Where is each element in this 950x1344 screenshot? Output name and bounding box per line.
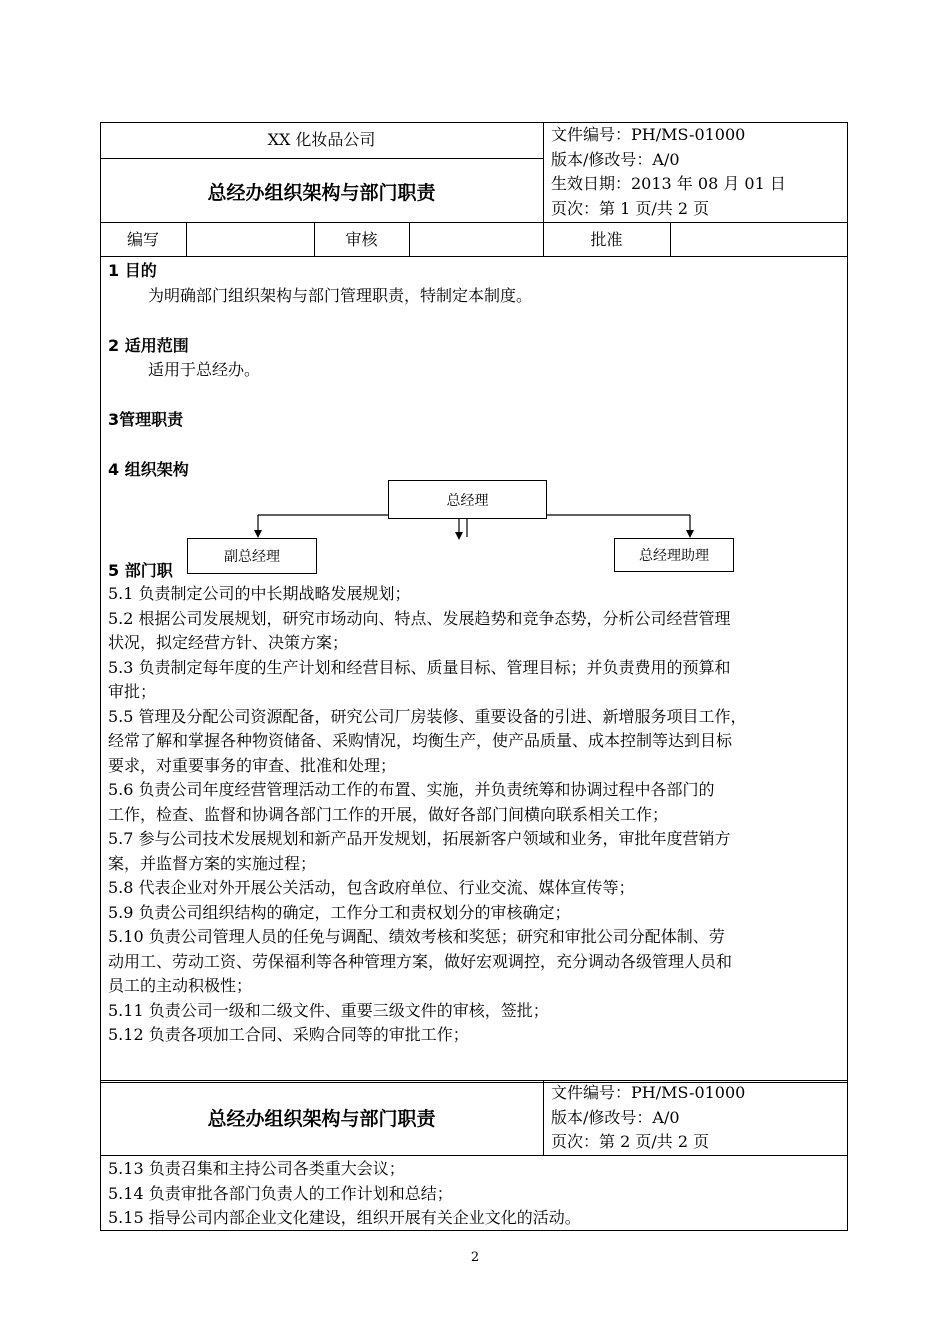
version: 版本/修改号：A/0	[551, 150, 680, 169]
duty-line: 5.11 负责公司一级和二级文件、重要三级文件的审核，签批；	[108, 1000, 549, 1020]
duties-list-page1	[108, 582, 841, 1048]
duties-list-page2	[108, 1157, 841, 1231]
duty-item: 5.14 负责审批各部门负责人的工作计划和总结；	[108, 1183, 453, 1203]
version-2: 版本/修改号：A/0	[551, 1108, 680, 1127]
reviewed-label: 审核	[345, 230, 378, 249]
duty-line: 员工的主动积极性；	[108, 976, 253, 995]
doc-number-2: 文件编号：PH/MS-01000	[551, 1083, 746, 1102]
company-name: XX 化妆品公司	[267, 130, 376, 149]
duty-line: 案，并监督方案的实施过程；	[108, 853, 317, 873]
duty-line: 状况，拟定经营方针、决策方案；	[108, 633, 349, 652]
duty-line: 经常了解和掌握各种物资储备、采购情况，均衡生产，使产品质量、成本控制等达到目标	[108, 731, 733, 750]
header-divider	[100, 1155, 848, 1156]
doc-number: 文件编号：PH/MS-01000	[551, 125, 746, 144]
duty-line: 5.3 负责制定每年度的生产计划和经营目标、质量目标、管理目标；并负责费用的预算和	[108, 657, 731, 677]
duty-line: 5.7 参与公司技术发展规划和新产品开发规划，拓展新客户领域和业务，审批年度营销方	[108, 829, 731, 848]
page-number: 2	[470, 1250, 480, 1265]
effective-date: 生效日期：2013 年 08 月 01 日	[551, 174, 786, 193]
approved-label: 批准	[590, 230, 623, 249]
section-scope-title: 2 适用范围	[108, 336, 189, 355]
duty-line: 要求，对重要事务的审查、批准和处理；	[108, 755, 397, 775]
org-node-general-manager: 总经理	[388, 480, 547, 519]
document-title-2: 总经办组织架构与部门职责	[207, 1108, 436, 1130]
duty-line: 动用工、劳动工资、劳保福利等各种管理方案，做好宏观调控，充分调动各级管理人员和	[108, 951, 733, 971]
duty-line: 审批；	[108, 682, 157, 701]
duty-line: 5.9 负责公司组织结构的确定，工作分工和责权划分的审核确定；	[108, 902, 571, 922]
header-divider	[543, 1080, 544, 1155]
section-org-title: 4 组织架构	[108, 460, 189, 479]
duty-line: 5.8 代表企业对外开展公关活动，包含政府单位、行业交流、媒体宣传等；	[108, 878, 635, 897]
section-responsibility-title: 3管理职责	[108, 410, 184, 429]
duty-item: 5.15 指导公司内部企业文化建设，组织开展有关企业文化的活动。	[108, 1208, 581, 1227]
page-info: 页次：第 1 页/共 2 页	[551, 199, 710, 218]
duty-line: 5.6 负责公司年度经营管理活动工作的布置、实施，并负责统筹和协调过程中各部门的	[108, 780, 715, 799]
org-node-gm-assistant: 总经理助理	[614, 538, 734, 572]
section-duties-title: 5 部门职	[108, 561, 173, 580]
duty-line: 5.2 根据公司发展规划，研究市场动向、特点、发展趋势和竞争态势，分析公司经营管理	[108, 608, 731, 628]
duty-line: 5.1 负责制定公司的中长期战略发展规划；	[108, 584, 411, 603]
duty-item: 5.13 负责召集和主持公司各类重大会议；	[108, 1159, 405, 1178]
org-node-deputy-gm: 副总经理	[187, 538, 317, 574]
duty-line: 5.12 负责各项加工合同、采购合同等的审批工作；	[108, 1025, 469, 1044]
duty-line: 5.10 负责公司管理人员的任免与调配、绩效考核和奖惩；研究和审批公司分配体制、劳	[108, 927, 725, 946]
document-title: 总经办组织架构与部门职责	[207, 182, 436, 204]
duty-line: 工作，检查、监督和协调各部门工作的开展，做好各部门间横向联系相关工作；	[108, 804, 669, 824]
prepared-label: 编写	[126, 230, 159, 249]
duty-line: 5.5 管理及分配公司资源配备，研究公司厂房装修、重要设备的引进、新增服务项目工作，	[108, 706, 747, 726]
section-scope-text: 适用于总经办。	[148, 360, 261, 379]
section-purpose-title: 1 目的	[108, 261, 157, 280]
page-info-2: 页次：第 2 页/共 2 页	[551, 1132, 710, 1151]
section-purpose-text: 为明确部门组织架构与部门管理职责，特制定本制度。	[148, 286, 533, 305]
